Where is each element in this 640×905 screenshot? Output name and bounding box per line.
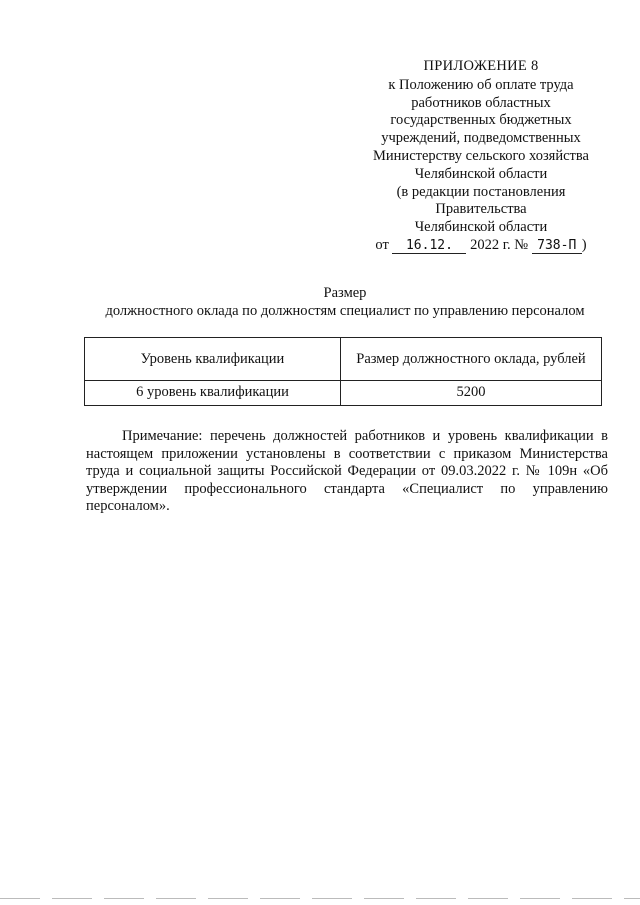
cell-qualification-level: 6 уровень квалификации bbox=[85, 381, 341, 406]
cell-salary-amount: 5200 bbox=[341, 381, 602, 406]
resolution-date-line bbox=[352, 237, 610, 255]
note-paragraph: Примечание: перечень должностей работников и уровень квалификации в настоящем приложении установлены в соответствии с приказом Министерства труда и социальной защиты Российской Федерации от 09.03.2022 г. № 109н «Об утверждении профессионального стандарта «Специалист по управлению персоналом». bbox=[86, 428, 608, 515]
salary-table bbox=[84, 337, 602, 406]
header-line: учреждений, подведомственных bbox=[381, 130, 581, 147]
scan-edge-line bbox=[0, 898, 640, 899]
header-line: Правительства bbox=[435, 201, 527, 218]
appendix-header bbox=[352, 58, 610, 255]
header-line: Челябинской области bbox=[414, 219, 548, 236]
header-line: (в редакции постановления bbox=[396, 183, 566, 200]
table-row bbox=[85, 381, 602, 406]
handwritten-number: 738-П bbox=[532, 238, 582, 254]
year-text: 2022 г. № bbox=[470, 236, 529, 253]
handwritten-date: 16.12. bbox=[392, 238, 466, 254]
header-line: Челябинской области bbox=[414, 165, 548, 182]
title-line-1: Размер bbox=[323, 285, 367, 301]
close-paren: ) bbox=[581, 236, 587, 253]
header-salary-amount: Размер должностного оклада, рублей bbox=[341, 338, 602, 381]
header-line: Министерству сельского хозяйства bbox=[373, 147, 589, 164]
title-line-2: должностного оклада по должностям специалист по управлению персоналом bbox=[105, 303, 585, 319]
header-line: к Положению об оплате труда bbox=[388, 76, 574, 93]
header-line: работников областных bbox=[411, 94, 551, 111]
header-qualification-level: Уровень квалификации bbox=[85, 338, 341, 381]
date-prefix: от bbox=[375, 236, 389, 253]
header-line: государственных бюджетных bbox=[390, 112, 572, 129]
document-title bbox=[60, 284, 630, 320]
table-header-row bbox=[85, 338, 602, 381]
appendix-title: ПРИЛОЖЕНИЕ 8 bbox=[423, 58, 539, 74]
